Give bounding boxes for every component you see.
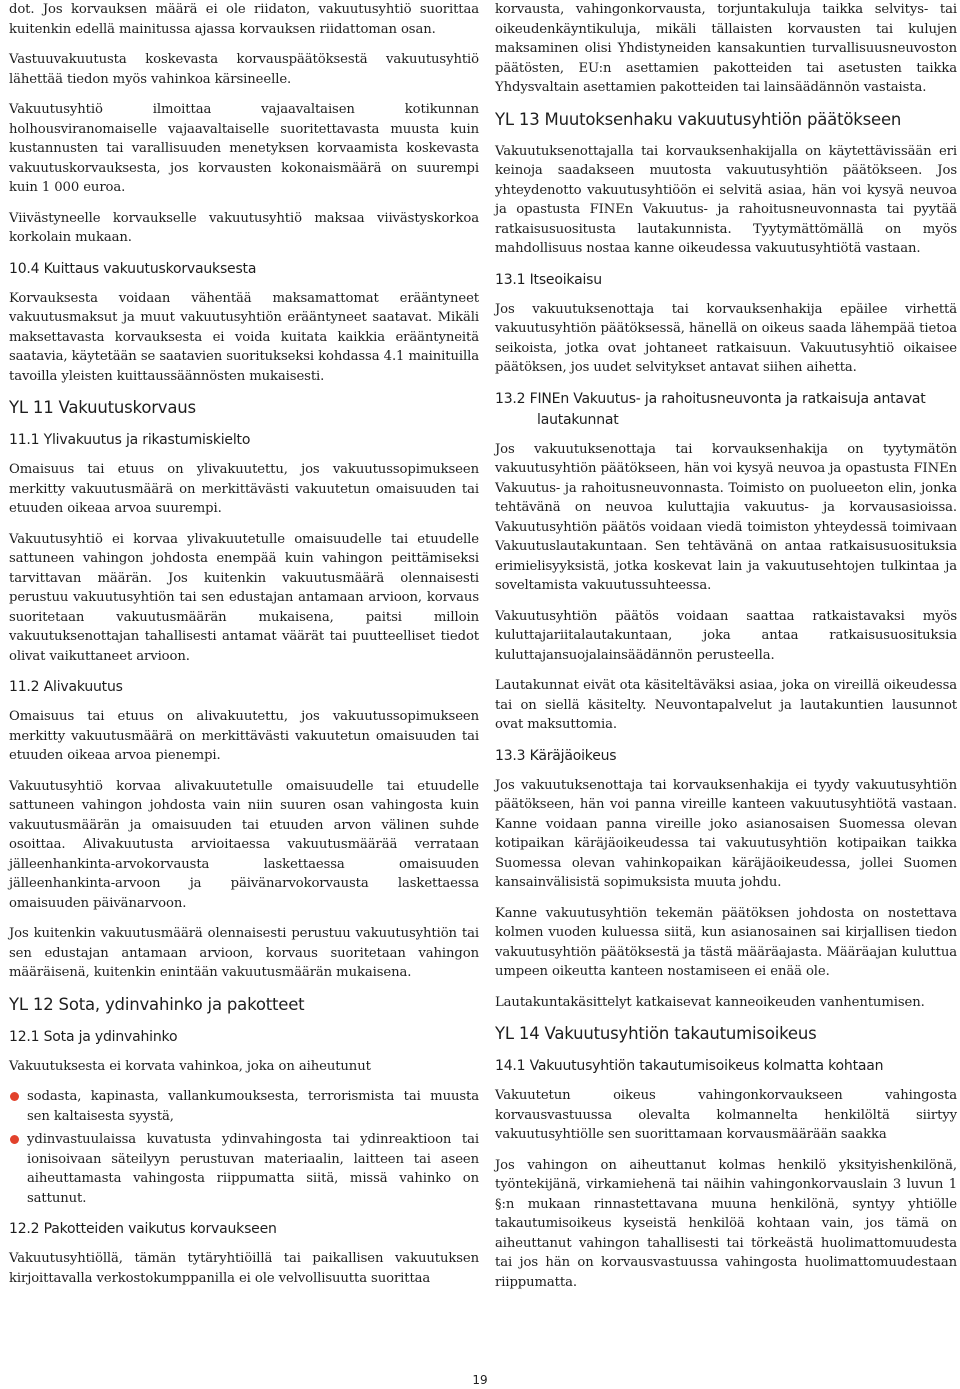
paragraph: dot. Jos korvauksen määrä ei ole riidaton, vakuutusyhtiö suorittaa kuitenkin edellä mainitussa ajassa korvauksen riidattoman osan. [9,2,479,37]
section-heading-yl-12-sota-ydinvahinko-ja-pakotteet: YL 12 Sota, ydinvahinko ja pakotteet [9,994,305,1014]
subsection-heading-11-2-alivakuutus: 11.2 Alivakuutus [9,679,123,695]
paragraph: Jos kuitenkin vakuutusmäärä olennaisesti perustuu vakuutusyhtiön tai sen edustajan antamaan arvioon, korvaus suoritetaan vahingon määräisenä, kuitenkin enintään vakuutusmäärän mukaisena. [9,926,479,980]
list-item-text: sodasta, kapinasta, vallankumouksesta, terrorismista tai muusta sen kaltaisesta syystä, [27,1089,479,1124]
page-number: 19 [472,1373,488,1387]
subsection-heading-14-1-vakuutusyhtion-takautumisoikeus-kol: 14.1 Vakuutusyhtiön takautumisoikeus kolmatta kohtaan [495,1058,884,1074]
paragraph: Vakuutusyhtiö ilmoittaa vajaavaltaisen kotikunnan holhousviranomaiselle vajaavaltaiselle suoritettavasta muusta kuin kustannusten tai varallisuuden menetyksen korvaamista koskevasta vakuutuskorvauksesta, jos korvausten kokonaismäärä on suurempi kuin 1 000 euroa. [9,102,479,195]
bullet-icon [10,1135,19,1144]
list-item-text: ydinvastuulaissa kuvatusta ydinvahingosta tai ydinreaktioon tai ionisoivaan säteilyyn perustuvan materiaalin, laitteen tai aseen aiheuttamasta vahingosta riippumatta siitä, missä vahinko on sattunut. [27,1132,479,1206]
paragraph: Korvauksesta voidaan vähentää maksamattomat erääntyneet vakuutusmaksut ja muut vakuutusyhtiön erääntyneet saatavat. Mikäli maksettavasta korvauksesta ei voida kuitata kaikkia erääntyneitä saatavia, käytetään se saatavien suoritukseksi kohdassa 4.1 mainituilla tavoilla yleisten kuittaussäännösten mukaisesti. [9,290,479,384]
paragraph: Jos vakuutuksenottaja tai korvauksenhakija on tyytymätön vakuutusyhtiön päätökseen, hän voi kysyä neuvoa ja opastusta FINEn Vakuutus- ja rahoitusneuvonnasta. Toimisto on puolueeton elin, jonka tehtävänä on neuvoa kuluttajia vakuutus- ja korvausasioissa. Vakuutusyhtiön päätös voidaan viedä toimiston yhteydessä toimivaan Vakuutuslautakuntaan. Sen tehtävänä on antaa ratkaisusuosituksia erimielisyyksistä, jotka koskevat lain ja vakuutusehtojen tulkintaa ja soveltamista vakuutussuhteessa. [495,441,957,593]
paragraph: Omaisuus tai etuus on alivakuutettu, jos vakuutussopimukseen merkitty vakuutusmäärä on merkittävästi vakuutetun omaisuuden tai etuuden oikeaa arvoa pienempi. [9,709,479,763]
paragraph: Vakuutetun oikeus vahingonkorvaukseen vahingosta korvausvastuussa olevalta kolmannelta henkilöltä siirtyy vakuutusyhtiölle sen suorittamaan korvausmäärään saakka [495,1088,957,1142]
subsection-heading-13-3-karajaoikeus: 13.3 Käräjäoikeus [495,747,617,764]
section-heading-yl-13-muutoksenhaku-vakuutusyhtion-paato: YL 13 Muutoksenhaku vakuutusyhtiön päätökseen [495,109,902,129]
subsection-heading-10-4-kuittaus-vakuutuskorvauksesta: 10.4 Kuittaus vakuutuskorvauksesta [9,260,257,277]
paragraph: Vakuutusyhtiö korvaa alivakuutetulle omaisuudelle tai etuudelle sattuneen vahingon johdosta vain niin suuren osan vahingosta kuin vakuutusmäärän ja omaisuuden tai etuuden arvon välinen suhde osoittaa. Alivakuutusta arvioitaessa vakuutusmäärää verrataan jälleenhankinta-arvokorvausta laskettaessa omaisuuden jälleenhankinta-arvoon ja päivänarvokorvausta laskettaessa omaisuuden päivänarvoon. [9,778,479,911]
section-heading-yl-11-vakuutuskorvaus: YL 11 Vakuutuskorvaus [9,398,196,417]
paragraph: Lautakunnat eivät ota käsiteltäväksi asiaa, joka on vireillä oikeudessa tai on siellä käsitelty. Neuvontapalvelut ja lautakuntien lausunnot ovat maksuttomia. [495,678,957,732]
paragraph: Jos vakuutuksenottaja tai korvauksenhakija epäilee virhettä vakuutusyhtiön päätöksessä, hänellä on oikeus saada lähempää tietoa seikoista, jotka ovat johtaneet ratkaisuun. Vakuutusyhtiö oikaisee päätöksen, jos uudet selvitykset antavat siihen aihetta. [495,301,957,375]
subsection-heading-13-2-finen-vakuutus-ja-rahoitusneuvonta-: 13.2 FINEn Vakuutus- ja rahoitusneuvonta ja ratkaisuja antavat lautakunnat [495,390,926,428]
subsection-heading-12-2-pakotteiden-vaikutus-korvaukseen: 12.2 Pakotteiden vaikutus korvaukseen [9,1221,277,1237]
paragraph: Omaisuus tai etuus on ylivakuutettu, jos vakuutussopimukseen merkitty vakuutusmäärä on merkittävästi vakuutetun omaisuuden tai etuuden oikeaa arvoa suurempi. [9,462,479,516]
subsection-heading-13-1-itseoikaisu: 13.1 Itseoikaisu [495,271,602,288]
subsection-heading-12-1-sota-ja-ydinvahinko: 12.1 Sota ja ydinvahinko [9,1028,178,1045]
paragraph: Kanne vakuutusyhtiön tekemän päätöksen johdosta on nostettava kolmen vuoden kuluessa siitä, kun asianosainen sai kirjallisen tiedon vakuutusyhtiön päätöksestä ja tästä määräajasta. Määräajan kuluttua umpeen oikeutta kanteen nostamiseen ei enää ole. [495,905,957,979]
paragraph: Vakuutusyhtiöllä, tämän tytäryhtiöillä tai paikallisen vakuutuksen kirjoittavalla verkostokumppanilla ei ole velvollisuutta suorittaa [9,1251,479,1286]
bullet-icon [10,1092,19,1101]
paragraph: Jos vahingon on aiheuttanut kolmas henkilö yksityishenkilönä, työntekijänä, virkamiehenä tai näihin vahingonkorvauslain 3 luvun 1 §:n mukaan rinnastettavana muuna henkilönä, syntyy yhtiölle takautumisoikeus kyseistä henkilöä kohtaan vain, jos tämä on aiheuttanut vahingon tahallisesti tai törkeästä huolimattomuudesta tai jos hän on korvausvastuussa vahingosta huolimattomuudestaan riippumatta. [495,1157,957,1290]
paragraph: Vakuutusyhtiö ei korvaa ylivakuutetulle omaisuudelle tai etuudelle sattuneen vahingon johdosta enempää kuin vahingon peittämiseksi tarvittavan määrän. Jos kuitenkin vakuutusmäärä olennaisesti perustuu vakuutusyhtiön tai sen edustajan antamaan arvioon, korvaus suoritetaan vakuutusmäärän mukaisena, paitsi milloin vakuutuksenottajan tahallisesti antamat väärät tai puutteelliset tiedot olivat vaikuttaneet arvioon. [9,531,479,664]
paragraph: Jos vakuutuksenottaja tai korvauksenhakija ei tyydy vakuutusyhtiön päätökseen, hän voi panna vireille kanteen vakuutusyhtiötä vastaan. Kanne voidaan panna vireille joko asianosaisen Suomessa olevan kotipaikan käräjäoikeudessa tai vakuutusyhtiön kotipaikan taikka Suomessa olevan vahinkopaikan käräjäoikeudessa, jollei Suomen kansainvälisistä sopimuksista muuta johdu. [495,777,957,890]
bullet-list [9,1087,479,1208]
subsection-heading-11-1-ylivakuutus-ja-rikastumiskielto: 11.1 Ylivakuutus ja rikastumiskielto [9,432,251,448]
section-heading-yl-14-vakuutusyhtion-takautumisoikeus: YL 14 Vakuutusyhtiön takautumisoikeus [495,1024,817,1043]
paragraph: Vakuutusyhtiön päätös voidaan saattaa ratkaistavaksi myös kuluttajariitalautakuntaan, joka antaa ratkaisusuosituksia kuluttajansuojalainsäädännön perusteella. [495,608,957,663]
paragraph: Viivästyneelle korvaukselle vakuutusyhtiö maksaa viivästyskorkoa korkolain mukaan. [9,210,479,245]
list-item [9,1087,479,1126]
paragraph: Vastuuvakuutusta koskevasta korvauspäätöksestä vakuutusyhtiö lähettää tiedon myös vahinkoa kärsineelle. [9,52,479,87]
paragraph: korvausta, vahingonkorvausta, torjuntakuluja taikka selvitys- tai oikeudenkäyntikuluja, mikäli tällaisten korvausten tai kulujen maksaminen olisi Yhdistyneiden kansakuntien turvallisuusneuvoston päätösten, EU:n asettamien pakotteiden tai asetusten taikka Yhdysvaltain asettamien pakotteiden tai lainsäädännön vastaista. [495,2,957,95]
paragraph: Vakuutuksenottajalla tai korvauksenhakijalla on käytettävissään eri keinoja saadakseen muutosta vakuutusyhtiön päätökseen. Jos yhteydenotto vakuutusyhtiöön ei selvitä asiaa, hän voi kysyä neuvoa ja opastusta FINEn Vakuutus- ja rahoitusneuvonnasta tai pyytää ratkaisusuositusta lautakunnista. Tyytymättömällä on myös mahdollisuus nostaa kanne oikeudessa vakuutusyhtiötä vastaan. [495,143,957,256]
paragraph: Lautakuntakäsittelyt katkaisevat kanneoikeuden vanhentumisen. [495,994,925,1010]
right-column [495,0,957,1303]
list-item [9,1130,479,1208]
paragraph: Vakuutuksesta ei korvata vahinkoa, joka on aiheutunut [9,1058,371,1074]
left-column [9,0,479,1299]
